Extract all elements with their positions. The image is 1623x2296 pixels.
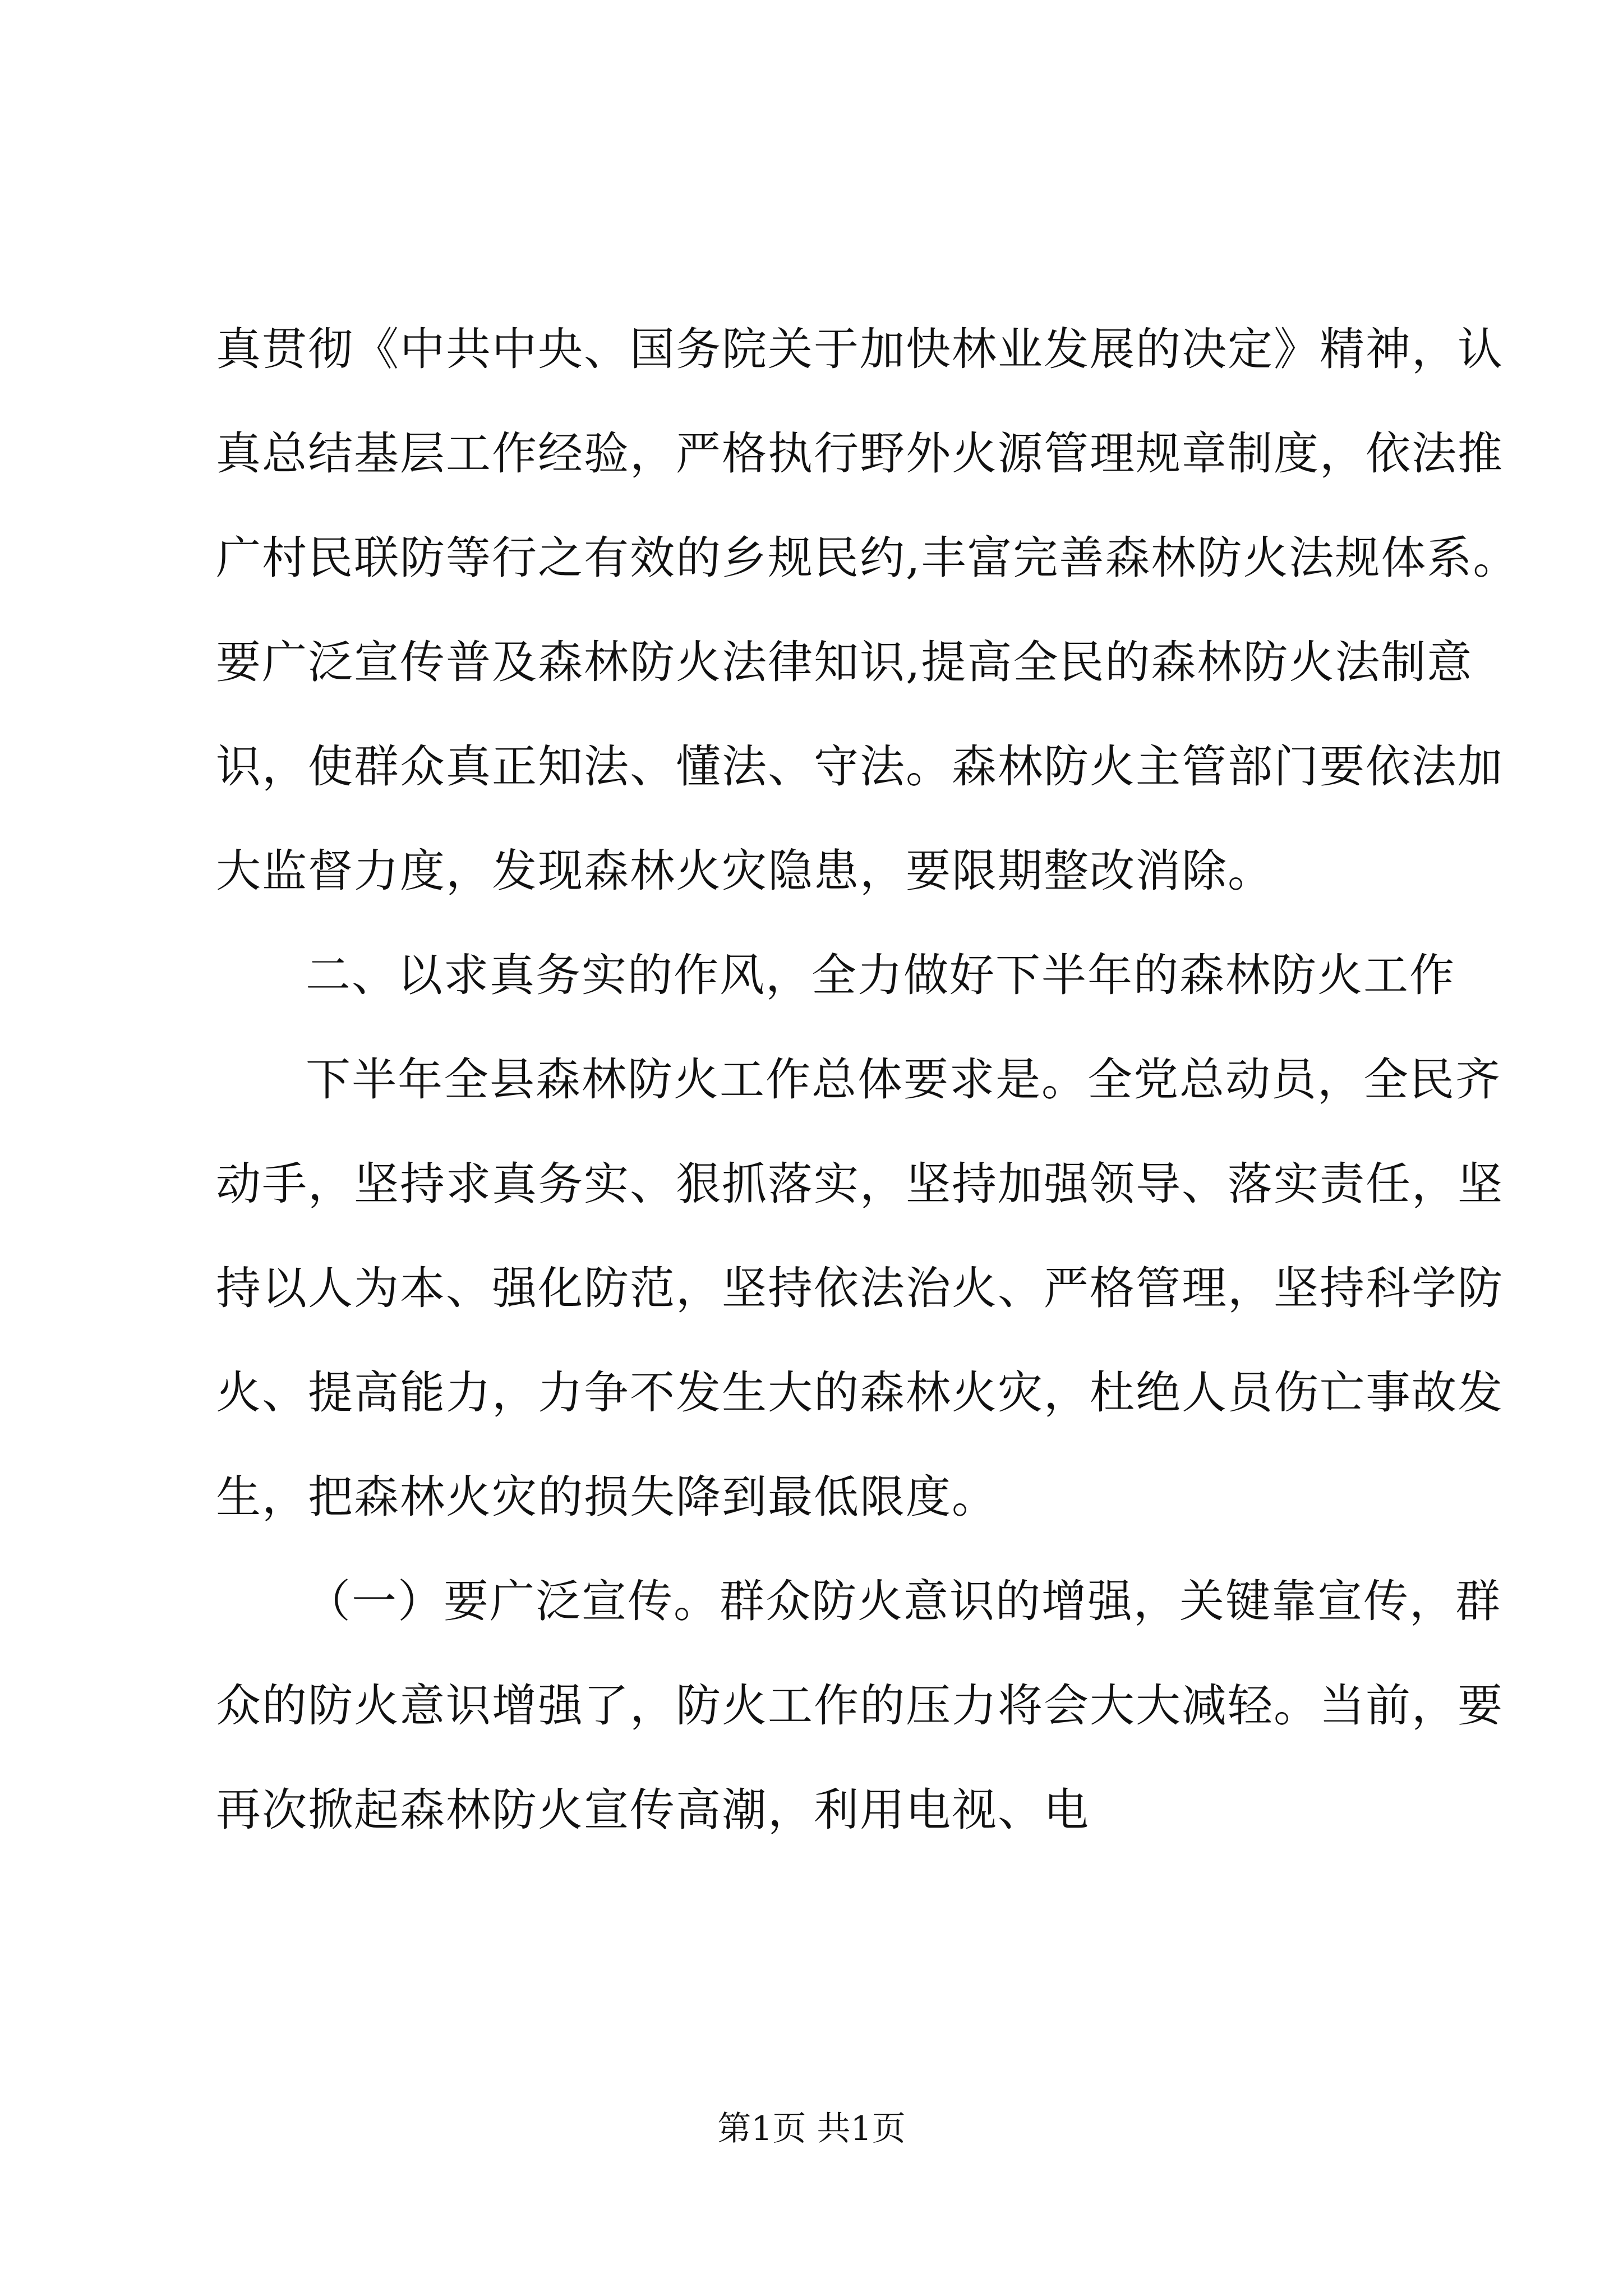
text-line: 持以人为本、强化防范，坚持依法治火、严格管理，坚持科学防: [216, 1262, 1504, 1314]
text-line: 识，使群众真正知法、懂法、守法。森林防火主管部门要依法加: [216, 740, 1504, 793]
text-line: 动手，坚持求真务实、狠抓落实，坚持加强领导、落实责任，坚: [216, 1158, 1504, 1210]
text-line: （一）要广泛宣传。群众防火意识的增强，关键靠宣传，群: [306, 1575, 1501, 1627]
text-line: 生，把森林火灾的损失降到最低限度。: [216, 1471, 998, 1523]
section-heading: [216, 923, 1467, 1028]
text-line: 下半年全县森林防火工作总体要求是。全党总动员，全民齐: [306, 1053, 1501, 1106]
text-line: 众的防火意识增强了，防火工作的压力将会大大减轻。当前，要: [216, 1680, 1504, 1732]
document-body: [216, 297, 1519, 1862]
paragraph-3: [216, 1549, 1504, 1862]
page-number-label: 第1页 共1页: [717, 2109, 906, 2148]
text-line: 火、提高能力，力争不发生大的森林火灾，杜绝人员伤亡事故发: [216, 1366, 1504, 1419]
text-line: 要广泛宣传普及森林防火法律知识,提高全民的森林防火法制意: [216, 636, 1473, 688]
text-line: 再次掀起森林防火宣传高潮，利用电视、电: [216, 1784, 1090, 1836]
text-line: 真贯彻《中共中央、国务院关于加快林业发展的决定》精神，认: [216, 323, 1504, 375]
section-heading-text: 二、以求真务实的作风，全力做好下半年的森林防火工作: [306, 949, 1455, 1001]
text-line: 真总结基层工作经验，严格执行野外火源管理规章制度，依法推: [216, 427, 1504, 480]
paragraph-2: [216, 1028, 1504, 1549]
paragraph-1: [216, 297, 1519, 923]
text-line: 广村民联防等行之有效的乡规民约,丰富完善森林防火法规体系。: [216, 532, 1519, 584]
text-line: 大监督力度，发现森林火灾隐患，要限期整改消除。: [216, 845, 1274, 897]
page-footer: [0, 2106, 1623, 2151]
